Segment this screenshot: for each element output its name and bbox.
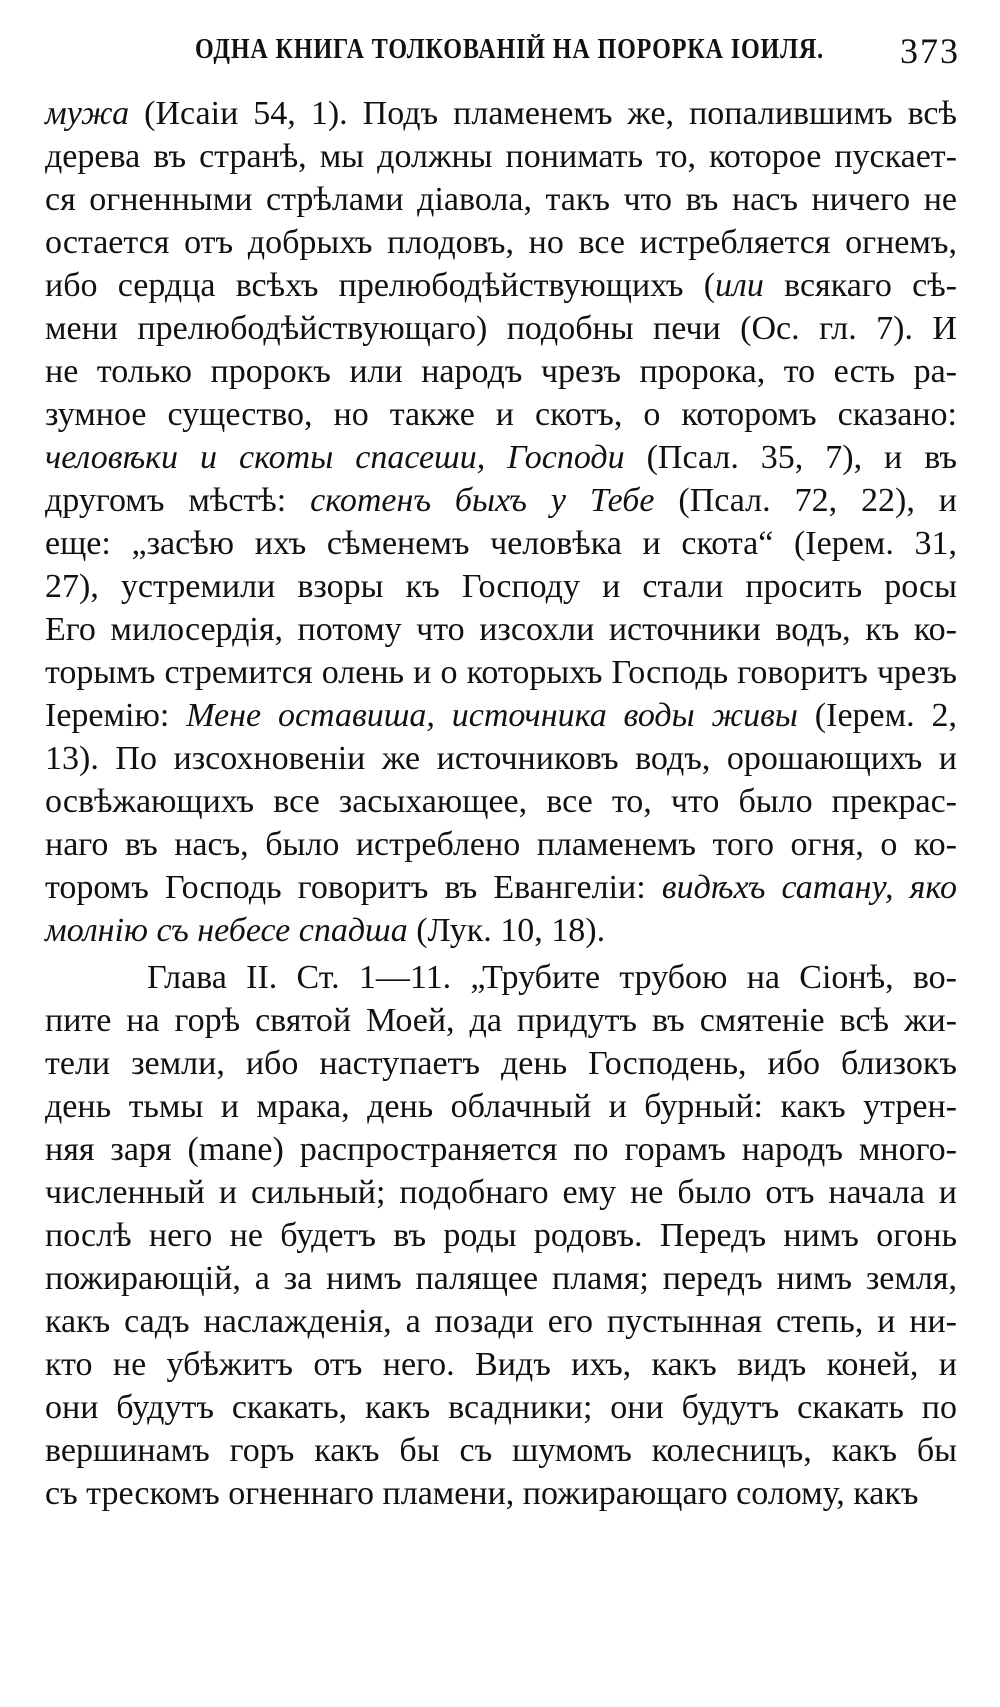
paragraph-chapter-2 [45,956,957,1515]
text-line: пожирающій, а за нимъ палящее пламя; передъ нимъ земля, [45,1260,957,1297]
text-line: торомъ Господь говоритъ въ Евангеліи: видѣхъ сатану, яко [45,869,957,906]
text-line: съ трескомъ огненнаго пламени, пожирающаго солому, какъ [45,1475,919,1512]
text-line: няя заря (mane) распространяется по горамъ народъ много- [45,1131,957,1168]
page-number: 373 [900,31,960,71]
text-line: наго въ насъ, было истреблено пламенемъ того огня, о ко- [45,826,957,863]
text-line: 13). По изсохновеніи же источниковъ водъ, орошающихъ и [45,740,957,777]
text-line: человѣки и скоты спасеши, Господи (Псал. 35, 7), и въ [45,439,957,476]
text-line: 27), устремили взоры къ Господу и стали просить росы [45,568,957,605]
italic-quotation: скотенъ быхъ у Тебе [310,482,655,519]
text-line: вершинамъ горъ какъ бы съ шумомъ колесницъ, какъ бы [45,1432,957,1469]
italic-quotation: или [715,267,764,304]
text-line: мужа (Исаіи 54, 1). Подъ пламенемъ же, попалившимъ всѣ [45,95,957,132]
text-line: мени прелюбодѣйствующаго) подобны печи (Ос. гл. 7). И [45,310,957,347]
italic-quotation: молнію съ небесе спадша [45,912,408,949]
text-line: зумное существо, но также и скотъ, о которомъ сказано: [45,396,957,433]
text-line: ся огненными стрѣлами діавола, такъ что въ насъ ничего не [45,181,957,218]
italic-quotation: Мене оставиша, источника воды живы [186,697,798,734]
text-line: ибо сердца всѣхъ прелюбодѣйствующихъ (или всякаго сѣ- [45,267,958,304]
italic-quotation: видѣхъ сатану, яко [661,869,957,906]
text-line: Его милосердія, потому что изсохли источники водъ, къ ко- [45,611,957,648]
text-line: другомъ мѣстѣ: скотенъ быхъ у Тебе (Псал. 72, 22), и [45,482,957,519]
text-line: еще: „засѣю ихъ сѣменемъ человѣка и скота“ (Iерем. 31, [45,525,957,562]
text-line: не только пророкъ или народъ чрезъ пророка, то есть ра- [45,353,957,390]
italic-quotation: человѣки и скоты спасеши, Господи [45,439,625,476]
text-line: какъ садъ наслажденія, а позади его пустынная степь, и ни- [45,1303,957,1340]
text-line: день тьмы и мрака, день облачный и бурный: какъ утрен- [45,1088,957,1125]
text-line: дерева въ странѣ, мы должны понимать то, которое пускает- [45,138,957,175]
text-line: послѣ него не будетъ въ роды родовъ. Передъ нимъ огонь [45,1217,957,1254]
text-line: тели земли, ибо наступаетъ день Господень, ибо близокъ [45,1045,957,1082]
text-line: численный и сильный; подобнаго ему не было отъ начала и [45,1174,957,1211]
paragraph-commentary [45,92,957,952]
text-line: кто не убѣжитъ отъ него. Видъ ихъ, какъ видъ коней, и [45,1346,957,1383]
running-head [45,31,960,74]
text-line: Глава II. Ст. 1—11. „Трубите трубою на Сіонѣ, во- [147,959,957,996]
italic-quotation: мужа [45,95,130,132]
text-line: торымъ стремится олень и о которыхъ Господь говоритъ чрезъ [45,654,957,691]
text-line: они будутъ скакать, какъ всадники; они будутъ скакать по [45,1389,957,1426]
running-title: ОДНА КНИГА ТОЛКОВАНІЙ НА ПОРОРКА ІОИЛЯ. [195,34,825,65]
text-line: пите на горѣ святой Моей, да придутъ въ смятеніе всѣ жи- [45,1002,957,1039]
text-line: молнію съ небесе спадша (Лук. 10, 18). [45,912,606,949]
text-line: освѣжающихъ все засыхающее, все то, что было прекрас- [45,783,957,820]
text-line: остается отъ добрыхъ плодовъ, но все истребляется огнемъ, [45,224,957,261]
text-line: Iеремію: Мене оставиша, источника воды живы (Iерем. 2, [45,697,958,734]
